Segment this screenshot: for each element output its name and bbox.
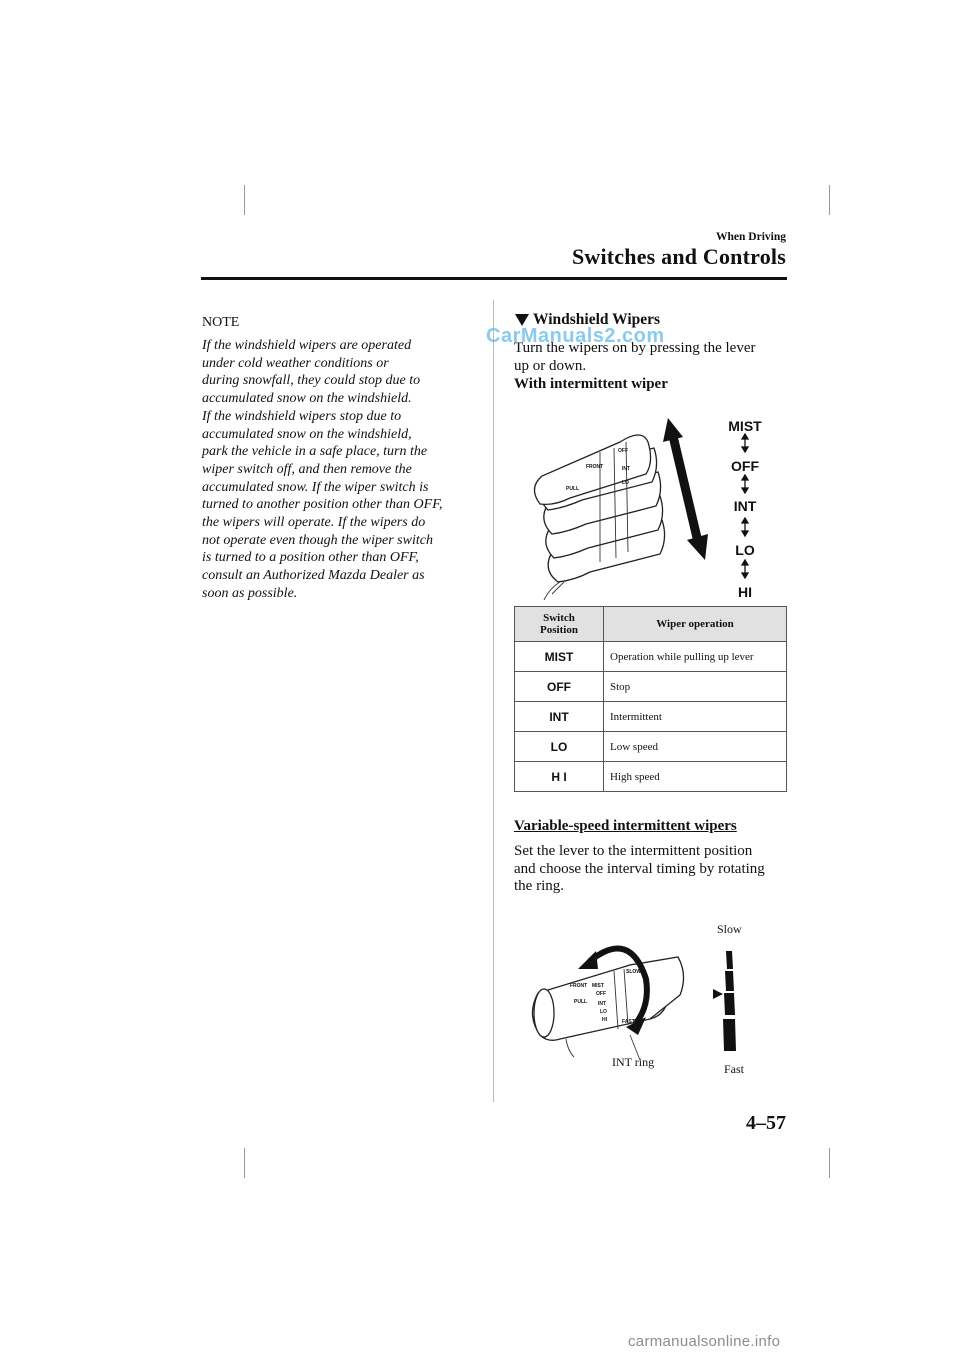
column-divider: [493, 300, 494, 1102]
lever-label-int: INT: [598, 1001, 607, 1007]
label-fast: Fast: [724, 1062, 745, 1076]
lever-stack-illustration: [534, 435, 664, 582]
table-cell-operation: High speed: [604, 762, 787, 792]
speed-scale: [713, 951, 736, 1051]
table-cell-symbol: H I: [515, 762, 604, 792]
lever-label-lo: LO: [622, 480, 629, 486]
int-ring-figure: [530, 935, 760, 1060]
position-label-off: OFF: [731, 458, 759, 474]
crop-mark: [829, 185, 830, 215]
table-header-switch-position: Switch Position: [515, 607, 604, 642]
crop-mark: [829, 1148, 830, 1178]
windshield-wipers-title: Windshield Wipers: [533, 311, 661, 328]
crop-mark: [244, 185, 245, 215]
watermark[interactable]: CarManuals2.com: [486, 325, 665, 347]
variable-speed-body: Set the lever to the intermittent position and choose the interval timing by rotating the ring.: [514, 843, 765, 895]
lever-label-off: OFF: [618, 448, 628, 454]
label-slow: Slow: [717, 922, 742, 936]
table-row: [515, 732, 787, 762]
table-row: [515, 672, 787, 702]
footer-site[interactable]: carmanualsonline.info: [628, 1333, 781, 1350]
lever-label-pull: PULL: [566, 486, 580, 492]
double-arrow-icon: [663, 418, 708, 560]
label-int-ring: INT ring: [612, 1055, 655, 1069]
lever-label-int: INT: [622, 466, 631, 472]
page-title: Switches and Controls: [571, 244, 786, 269]
variable-speed-heading: Variable-speed intermittent wipers: [514, 818, 737, 834]
lever-label-mist: MIST: [592, 983, 604, 989]
position-label-hi: HI: [738, 584, 752, 600]
table-cell-operation: Low speed: [604, 732, 787, 762]
table-header-row: [515, 607, 787, 642]
section-label: When Driving: [716, 231, 786, 243]
table-row: [515, 762, 787, 792]
header-rule: [201, 277, 787, 280]
position-label-lo: LO: [735, 542, 755, 558]
table-cell-symbol: LO: [515, 732, 604, 762]
position-label-mist: MIST: [728, 418, 762, 434]
lever-label-off: OFF: [596, 991, 606, 997]
wiper-lever-figure: [530, 412, 792, 602]
crop-mark: [244, 1148, 245, 1178]
table-row: [515, 702, 787, 732]
wiper-operation-table: [514, 606, 787, 792]
table-header-wiper-operation: Wiper operation: [604, 607, 787, 642]
intermittent-subheading: With intermittent wiper: [514, 376, 668, 392]
table-row: [515, 642, 787, 672]
page-number: 4–57: [746, 1112, 786, 1134]
table-cell-symbol: OFF: [515, 672, 604, 702]
table-cell-operation: Operation while pulling up lever: [604, 642, 787, 672]
lever-label-hi: HI: [602, 1017, 607, 1023]
lever-label-pull: PULL: [574, 999, 588, 1005]
lever-label-fast: FAST: [622, 1019, 635, 1025]
table-cell-operation: Intermittent: [604, 702, 787, 732]
table-cell-symbol: INT: [515, 702, 604, 732]
lever-label-slow: SLOW: [626, 969, 641, 975]
position-label-int: INT: [733, 498, 757, 514]
lever-illustration: [532, 957, 683, 1040]
note-body: If the windshield wipers are operated under cold weather conditions or during snowfall, they could stop due to accumulated snow on the windshield. If the windshield wipers stop due to accumulated snow on the windshield, park the vehicle in a safe place, turn the wiper switch off, and then remove the accumulated snow. If the wiper switch is turned to another position other than OFF, the wipers will operate. If the wipers do not operate even though the wiper switch is turned to a position other than OFF, consult an Authorized Mazda Dealer as soon as possible.: [202, 338, 443, 601]
note-title: NOTE: [202, 315, 240, 330]
lever-label-lo: LO: [600, 1009, 607, 1015]
wipers-intro: Turn the wipers on by pressing the lever up or down.: [514, 340, 756, 374]
table-cell-symbol: MIST: [515, 642, 604, 672]
table-cell-operation: Stop: [604, 672, 787, 702]
lever-label-front: FRONT: [586, 464, 604, 470]
lever-label-front: FRONT: [570, 983, 588, 989]
